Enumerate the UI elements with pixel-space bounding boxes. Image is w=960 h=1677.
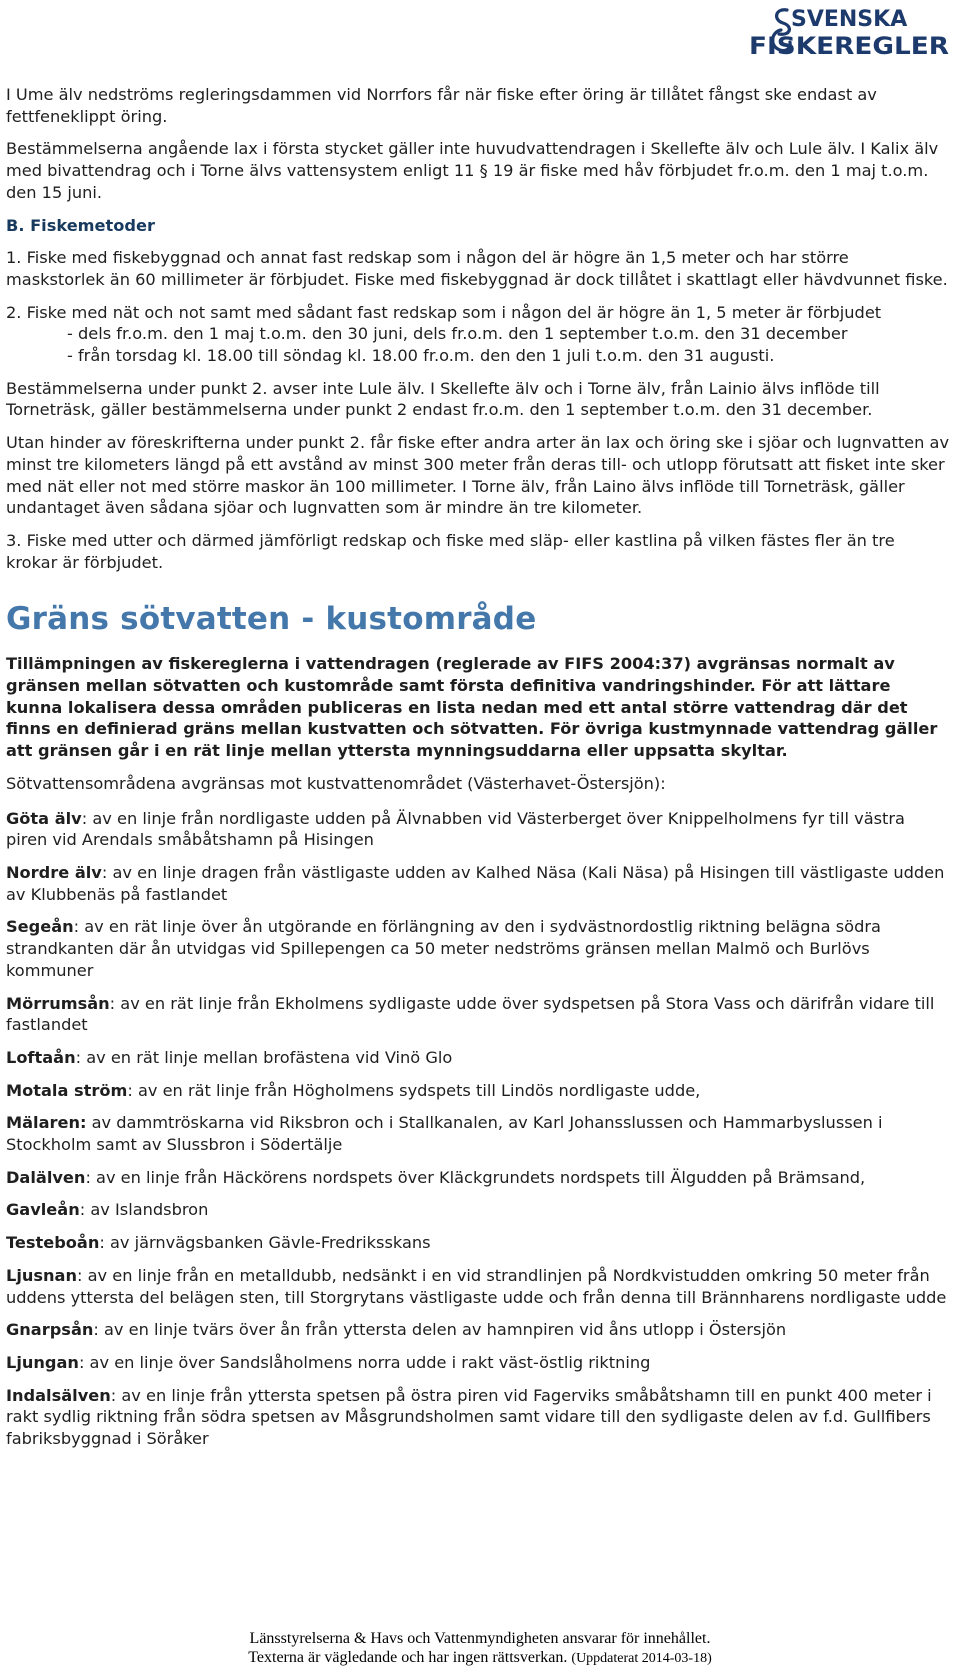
page-footer — [0, 1629, 960, 1668]
river-list — [6, 808, 951, 1450]
river-name: Göta älv — [6, 808, 82, 828]
river-text: : av en linje tvärs över ån från yttersta delen av hamnpiren vid åns utlopp i Östersjön — [93, 1320, 787, 1340]
river-name: Dalälven — [6, 1167, 86, 1187]
river-text: : av en rät linje över ån utgörande en förlängning av den i sydvästnordostlig riktning belägna södra strandkanten där ån utvidgas vid Spillepengen ca 50 meter nedströms gränsen mellan Malmö och Burlövs kommuner — [6, 917, 881, 980]
river-text: : av en linje från yttersta spetsen på östra piren vid Fagerviks småbåtshamn till en punkt 400 meter i rakt sydlig riktning från södra spetsen av Måsgrundsholmen samt vidare till den sydligaste delen av f.d. Gullfibers fabriksbyggnad i Söråker — [6, 1385, 932, 1449]
list-item — [6, 993, 951, 1036]
section-b-heading: B. Fiskemetoder — [6, 215, 155, 235]
river-name: Mörrumsån — [6, 993, 110, 1013]
river-name: Testeboån — [6, 1233, 100, 1253]
river-name: Segeån — [6, 917, 74, 937]
river-text: : av en rät linje från Högholmens sydspets till Lindös nordligaste udde, — [127, 1080, 701, 1100]
list-item — [6, 916, 951, 981]
river-text: av dammtröskarna vid Riksbron och i Stallkanalen, av Karl Johansslussen och Hammarbyslussen i Stockholm samt av Slussbron i Södertälje — [6, 1113, 883, 1155]
method-paragraph-5: 3. Fiske med utter och därmed jämförligt redskap och fiske med släp- eller kastlina på vilken fästes fler än tre krokar är förbjudet. — [6, 530, 895, 572]
logo-line1: SVENSKA — [791, 7, 908, 32]
river-text: : av en linje från Häckörens nordspets över Kläckgrundets nordspets till Älgudden på Brämsand, — [85, 1167, 866, 1187]
list-item — [6, 1319, 951, 1341]
method-paragraph-3: Bestämmelserna under punkt 2. avser inte Lule älv. I Skellefte älv och i Torne älv, från Lainio älvs inflöde till Torneträsk, gäller bestämmelserna under punkt 2 endast fr.o.m. den 1 september t.o.m. den 31 december. — [6, 378, 880, 420]
river-name: Loftaån — [6, 1047, 76, 1067]
river-text: : av en linje över Sandslåholmens norra udde i rakt väst-östlig riktning — [78, 1352, 651, 1372]
method-paragraph-2 — [6, 302, 951, 367]
river-name: Ljusnan — [6, 1265, 77, 1285]
logo-line2: FISKEREGLER — [749, 32, 949, 58]
river-name: Ljungan — [6, 1352, 79, 1372]
list-item — [6, 1232, 951, 1254]
river-text: : av en linje dragen från västligaste udden av Kalhed Näsa (Kali Näsa) på Hisingen till västligaste udden av Klubbenäs på fastlandet — [6, 862, 945, 904]
method-2-intro: 2. Fiske med nät och not samt med sådant fast redskap som i någon del är högre än 1, 5 meter är förbjudet — [6, 302, 882, 322]
list-item — [6, 808, 951, 851]
footer-line-2 — [0, 1648, 960, 1668]
river-text: : av en linje från nordligaste udden på Älvnabben vid Västerberget över Knippelholmens fyr till västra piren vid Arendals småbåtshamn på Hisingen — [6, 808, 905, 850]
method-2-line-2: - från torsdag kl. 18.00 till söndag kl. 18.00 fr.o.m. den den 1 juli t.o.m. den 31 augusti. — [67, 346, 775, 366]
method-paragraph-1: 1. Fiske med fiskebyggnad och annat fast redskap som i någon del är högre än 1,5 meter och har större maskstorlek än 60 millimeter är förbjudet. Fiske med fiskebyggnad är dock tillåtet i skattlagt eller hävdvunnet fiske. — [6, 248, 948, 289]
river-name: Gavleån — [6, 1200, 80, 1220]
list-item — [6, 1047, 951, 1069]
list-item — [6, 1112, 951, 1155]
list-item — [6, 862, 951, 905]
river-name: Mälaren: — [6, 1113, 87, 1133]
method-2-line-1: - dels fr.o.m. den 1 maj t.o.m. den 30 juni, dels fr.o.m. den 1 september t.o.m. den 31 december — [67, 324, 848, 344]
river-text: : av en rät linje från Ekholmens sydligaste udde över sydspetsen på Stora Vass och därifrån vidare till fastlandet — [6, 993, 935, 1035]
river-text: : av en rät linje mellan brofästena vid Vinö Glo — [75, 1047, 453, 1067]
footer-line-1: Länsstyrelserna & Havs och Vattenmyndigheten ansvarar för innehållet. — [249, 1630, 711, 1647]
footer-disclaimer: Texterna är vägledande och har ingen rättsverkan. — [248, 1649, 568, 1666]
list-item — [6, 1352, 951, 1374]
main-content — [6, 84, 951, 1461]
paragraph-ume-alv: I Ume älv nedströms regleringsdammen vid Norrfors får när fiske efter öring är tillåtet fångst ske endast av fettfeneklippt öring. — [6, 85, 877, 126]
list-item — [6, 1265, 951, 1308]
list-item — [6, 1080, 951, 1102]
intro-bold-paragraph: Tillämpningen av fiskereglerna i vattendragen (reglerade av FIFS 2004:37) avgränsas normalt av gränsen mellan sötvatten och kustområde samt första definitiva vandringshinder. För att lättare kunna lokalisera dessa områden publiceras en lista nedan med ett antal större vattendrag där det finns en definierad gräns mellan kustvatten och sötvatten. För övriga kustmynnade vattendrag gäller att gränsen går i en rät linje mellan yttersta mynningsuddarna eller uppsatta skyltar. — [6, 654, 938, 761]
list-item — [6, 1385, 951, 1450]
river-text: : av Islandsbron — [79, 1200, 209, 1220]
intro-paragraph: Sötvattensområdena avgränsas mot kustvattenområdet (Västerhavet-Östersjön): — [6, 773, 666, 793]
footer-updated: (Uppdaterat 2014-03-18) — [571, 1651, 712, 1666]
river-name: Motala ström — [6, 1080, 128, 1100]
river-name: Gnarpsån — [6, 1320, 94, 1340]
method-paragraph-4: Utan hinder av föreskrifterna under punkt 2. får fiske efter andra arter än lax och öring ske i sjöar och lugnvatten av minst tre kilometers längd på ett avstånd av minst 300 meter från deras till- och utlopp förutsatt att fisket inte sker med nät eller not med större maskor än 100 millimeter. I Torne älv, från Laino älvs inflöde till Torneträsk, gäller undantaget även sådana sjöar och lugnvatten som är mindre än tre kilometer. — [6, 433, 950, 518]
svenska-fiskeregler-logo — [747, 6, 952, 58]
river-name: Indalsälven — [6, 1385, 111, 1405]
river-text: : av järnvägsbanken Gävle-Fredriksskans — [99, 1233, 431, 1253]
river-text: : av en linje från en metalldubb, nedsänkt i en vid strandlinjen på Nordkvistudden omkring 50 meter från uddens yttersta del belägen sten, till Storgrytans västligaste udde och från denna till Brännharens nordligaste udde — [6, 1265, 947, 1307]
river-name: Nordre älv — [6, 862, 102, 882]
paragraph-lax-bestammelser: Bestämmelserna angående lax i första stycket gäller inte huvudvattendragen i Skellefte älv och Lule älv. I Kalix älv med bivattendrag och i Torne älvs vattensystem enligt 11 § 19 är fiske med håv förbjudet fr.o.m. den 1 maj t.o.m. den 15 juni. — [6, 139, 939, 202]
list-item — [6, 1167, 951, 1189]
section-heading: Gräns sötvatten - kustområde — [6, 601, 537, 638]
list-item — [6, 1199, 951, 1221]
